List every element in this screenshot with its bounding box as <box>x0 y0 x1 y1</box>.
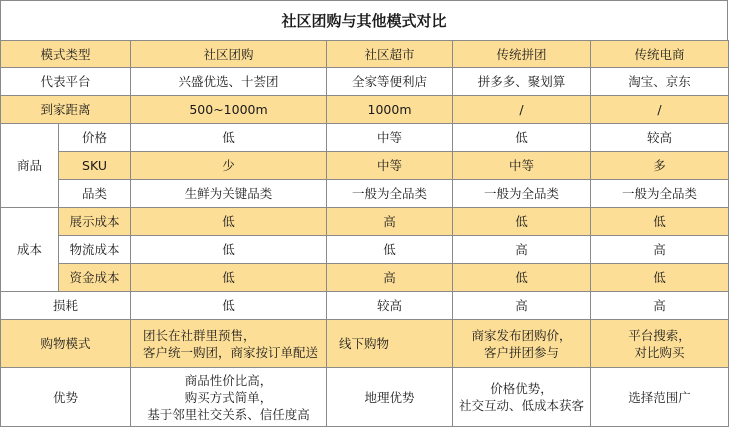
row-label: 价格 <box>59 124 131 152</box>
row-logistics-cost <box>1 236 729 264</box>
cell: 少 <box>131 152 327 180</box>
row-label: 品类 <box>59 180 131 208</box>
cell: 淘宝、京东 <box>591 68 729 96</box>
cell <box>131 320 327 368</box>
cell <box>453 368 591 427</box>
row-display-cost <box>1 208 729 236</box>
cell: 500~1000m <box>131 96 327 124</box>
cell: / <box>591 96 729 124</box>
cell: 高 <box>327 208 453 236</box>
cell: 中等 <box>453 152 591 180</box>
group-label-cost: 成本 <box>1 208 59 292</box>
row-label: SKU <box>59 152 131 180</box>
row-shopping-mode <box>1 320 729 368</box>
header-market: 社区超市 <box>327 41 453 68</box>
cell-line: 商品性价比高， <box>184 372 273 388</box>
row-sku <box>1 152 729 180</box>
cell: 较高 <box>591 124 729 152</box>
cell-line: 基于邻里社交关系、信任度高 <box>147 406 310 422</box>
row-label: 物流成本 <box>59 236 131 264</box>
cell: 低 <box>453 208 591 236</box>
cell: 地理优势 <box>327 368 453 427</box>
cell: 中等 <box>327 152 453 180</box>
cell <box>131 368 327 427</box>
row-label: 购物模式 <box>1 320 131 368</box>
header-mode-type: 模式类型 <box>1 41 131 68</box>
cell: 高 <box>591 292 729 320</box>
cell: 高 <box>591 236 729 264</box>
cell-line: 价格优势， <box>490 381 553 396</box>
cell-line: 购买方式简单， <box>184 389 273 405</box>
cell-line: 社交互动、低成本获客 <box>459 398 585 413</box>
cell: 一般为全品类 <box>591 180 729 208</box>
cell: 低 <box>327 236 453 264</box>
row-loss <box>1 292 729 320</box>
cell-line: 客户拼团参与 <box>484 344 560 360</box>
cell-line: 线下购物 <box>339 336 390 351</box>
row-label: 优势 <box>1 368 131 427</box>
row-distance <box>1 96 729 124</box>
cell: 选择范围广 <box>591 368 729 427</box>
cell-line: 平台搜索， <box>628 327 691 343</box>
row-category <box>1 180 729 208</box>
header-pintuan: 传统拼团 <box>453 41 591 68</box>
row-label: 损耗 <box>1 292 131 320</box>
cell: 拼多多、聚划算 <box>453 68 591 96</box>
cell <box>591 320 729 368</box>
cell-line: 客户统一购团，商家按订单配送 <box>143 344 319 360</box>
cell-line: 对比购买 <box>634 344 685 360</box>
group-label-goods: 商品 <box>1 124 59 208</box>
cell: 较高 <box>327 292 453 320</box>
cell: 低 <box>131 124 327 152</box>
cell: 全家等便利店 <box>327 68 453 96</box>
cell: 多 <box>591 152 729 180</box>
cell: 高 <box>453 236 591 264</box>
cell: 中等 <box>327 124 453 152</box>
row-label: 代表平台 <box>1 68 131 96</box>
cell: 低 <box>453 264 591 292</box>
header-row <box>1 41 729 68</box>
cell: 高 <box>327 264 453 292</box>
cell: 高 <box>453 292 591 320</box>
row-label: 到家距离 <box>1 96 131 124</box>
cell <box>453 320 591 368</box>
table-title: 社区团购与其他模式对比 <box>0 0 728 40</box>
cell: 低 <box>591 208 729 236</box>
row-label: 展示成本 <box>59 208 131 236</box>
comparison-table <box>0 40 729 427</box>
row-advantage <box>1 368 729 427</box>
cell: 一般为全品类 <box>453 180 591 208</box>
row-label: 资金成本 <box>59 264 131 292</box>
cell: 一般为全品类 <box>327 180 453 208</box>
row-platform <box>1 68 729 96</box>
row-capital-cost <box>1 264 729 292</box>
cell: / <box>453 96 591 124</box>
row-price <box>1 124 729 152</box>
cell: 低 <box>131 208 327 236</box>
cell-line: 团长在社群里预售， <box>143 327 256 343</box>
cell: 1000m <box>327 96 453 124</box>
cell: 低 <box>453 124 591 152</box>
cell: 低 <box>131 236 327 264</box>
cell <box>327 320 453 368</box>
cell: 低 <box>131 292 327 320</box>
cell: 生鲜为关键品类 <box>131 180 327 208</box>
header-groupbuy: 社区团购 <box>131 41 327 68</box>
cell-line: 商家发布团购价， <box>471 327 572 343</box>
header-ecom: 传统电商 <box>591 41 729 68</box>
cell: 低 <box>131 264 327 292</box>
cell: 低 <box>591 264 729 292</box>
cell: 兴盛优选、十荟团 <box>131 68 327 96</box>
